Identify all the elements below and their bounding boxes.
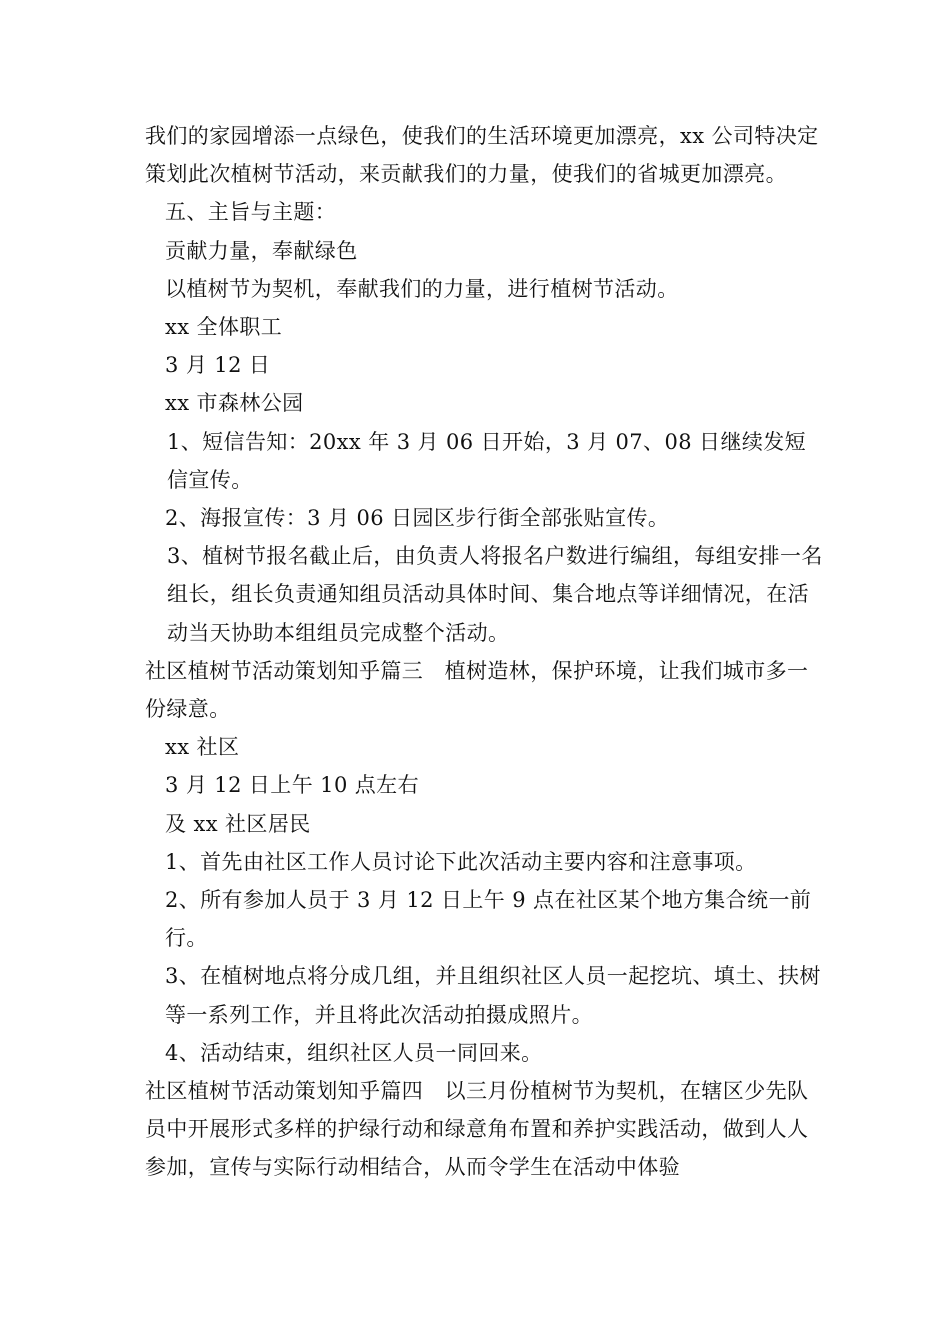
list-item: 3、在植树地点将分成几组，并且组织社区人员一起挖坑、填土、扶树等一系列工作，并且将此次活动拍摄成照片。 (165, 964, 821, 1027)
paragraph: 贡献力量，奉献绿色 (165, 238, 358, 263)
paragraph: 3 月 12 日上午 10 点左右 (165, 773, 419, 798)
paragraph: xx 全体职工 (165, 315, 283, 340)
section-heading: 社区植树节活动策划知乎篇四 以三月份植树节为契机，在辖区少先队员中开展形式多样的护绿行动和绿意角布置和养护实践活动，做到人人参加，宣传与实际行动相结合，从而令学生在活动中体验 (145, 1079, 809, 1180)
paragraph: 以植树节为契机，奉献我们的力量，进行植树节活动。 (165, 276, 679, 301)
list-item: 3、植树节报名截止后，由负责人将报名户数进行编组，每组安排一名组长，组长负责通知组员活动具体时间、集合地点等详细情况，在活动当天协助本组组员完成整个活动。 (167, 544, 823, 645)
list-item: 2、所有参加人员于 3 月 12 日上午 9 点在社区某个地方集合统一前行。 (165, 888, 812, 951)
list-item: 2、海报宣传：3 月 06 日园区步行街全部张贴宣传。 (165, 506, 670, 531)
list-item: 1、首先由社区工作人员讨论下此次活动主要内容和注意事项。 (165, 849, 757, 874)
list-item: 4、活动结束，组织社区人员一同回来。 (165, 1040, 543, 1065)
section-heading: 社区植树节活动策划知乎篇三 植树造林，保护环境，让我们城市多一份绿意。 (145, 658, 809, 722)
paragraph: 及 xx 社区居民 (165, 811, 311, 836)
list-item: 1、短信告知：20xx 年 3 月 06 日开始，3 月 07、08 日继续发短信宣传。 (167, 429, 807, 492)
section-heading: 五、主旨与主题： (165, 200, 337, 225)
paragraph: 3 月 12 日 (165, 353, 271, 378)
paragraph: 我们的家园增添一点绿色，使我们的生活环境更加漂亮，xx 公司特决定策划此次植树节活动，来贡献我们的力量，使我们的省城更加漂亮。 (145, 124, 819, 187)
document-body (145, 117, 825, 1187)
paragraph: xx 市森林公园 (165, 391, 304, 416)
paragraph: xx 社区 (165, 735, 240, 760)
